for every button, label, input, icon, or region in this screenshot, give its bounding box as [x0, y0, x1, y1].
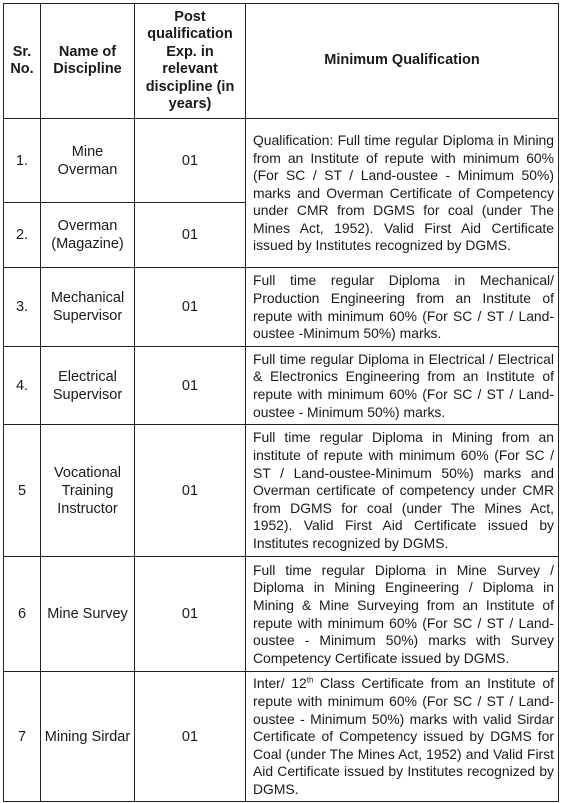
qualification-mechanical: Full time regular Diploma in Mechanical/ Production Engineering from an Institute of repute with minimum 60% (For SC / ST / Land-oustee -Minimum 50%) marks.	[246, 268, 559, 347]
table-row	[4, 119, 559, 203]
qualification-table	[3, 3, 559, 802]
document-page	[3, 3, 559, 802]
table-row	[4, 347, 559, 425]
qualification-survey: Full time regular Diploma in Mine Survey / Diploma in Mining Engineering / Diploma in Mining & Mine Surveying from an Institute of repute with minimum 60% (For SC / ST / Land-oustee - Minimum 50%) marks with Survey Competency Certificate issued by DGMS.	[246, 557, 559, 672]
sirdar-superscript: th	[306, 675, 314, 685]
sirdar-text-pre: Inter/ 12	[253, 675, 307, 692]
row-discipline: Overman (Magazine)	[41, 203, 135, 268]
row-discipline: Mining Sirdar	[41, 672, 135, 802]
row-discipline: Vocational Training Instructor	[41, 425, 135, 557]
table-row	[4, 268, 559, 347]
table-row	[4, 425, 559, 557]
row-sr-no: 6	[4, 557, 41, 672]
row-sr-no: 3.	[4, 268, 41, 347]
row-sr-no: 4.	[4, 347, 41, 425]
qualification-vocational: Full time regular Diploma in Mining from an institute of repute with minimum 60% (For SC / ST / Land-oustee-Minimum 50%) marks and Overman certificate of competency under CMR from DGMS for coal (under The Mines Act, 1952). Valid First Aid Certificate issued by Institutes recognized by DGMS.	[246, 425, 559, 557]
row-discipline: Electrical Supervisor	[41, 347, 135, 425]
row-sr-no: 5	[4, 425, 41, 557]
row-discipline: Mechanical Supervisor	[41, 268, 135, 347]
header-name-of-discipline: Name of Discipline	[41, 4, 135, 119]
qualification-electrical: Full time regular Diploma in Electrical / Electrical & Electronics Engineering from an Institute of repute with minimum 60% (For SC / ST / Land-oustee - Minimum 50%) marks.	[246, 347, 559, 425]
sirdar-text-post: Class Certificate from an Institute of repute with minimum 60% (For SC / ST / Land-oustee - Minimum 50%) marks with valid Sirdar Certificate of Competency issued by DGMS for Coal (under The Mines Act, 1952) and Valid First Aid Certificate issued by Institutes recognized by DGMS.	[253, 675, 554, 797]
table-row	[4, 672, 559, 802]
table-row	[4, 557, 559, 672]
row-experience: 01	[135, 203, 246, 268]
row-experience: 01	[135, 119, 246, 203]
header-experience: Post qualification Exp. in relevant discipline (in years)	[135, 4, 246, 119]
row-sr-no: 7	[4, 672, 41, 802]
row-experience: 01	[135, 672, 246, 802]
qualification-sirdar	[246, 672, 559, 802]
row-sr-no: 2.	[4, 203, 41, 268]
row-sr-no: 1.	[4, 119, 41, 203]
row-experience: 01	[135, 425, 246, 557]
row-discipline: Mine Survey	[41, 557, 135, 672]
header-sr-no: Sr. No.	[4, 4, 41, 119]
row-experience: 01	[135, 557, 246, 672]
qualification-overman: Qualification: Full time regular Diploma in Mining from an Institute of repute with minimum 60% (For SC / ST / Land-oustee - Minimum 50%) marks and Overman Certificate of Competency under CMR from DGMS for coal (under The Mines Act, 1952). Valid First Aid Certificate issued by Institutes recognized by DGMS.	[246, 119, 559, 268]
row-experience: 01	[135, 268, 246, 347]
header-minimum-qualification: Minimum Qualification	[246, 4, 559, 119]
table-header-row	[4, 4, 559, 119]
row-experience: 01	[135, 347, 246, 425]
row-discipline: Mine Overman	[41, 119, 135, 203]
